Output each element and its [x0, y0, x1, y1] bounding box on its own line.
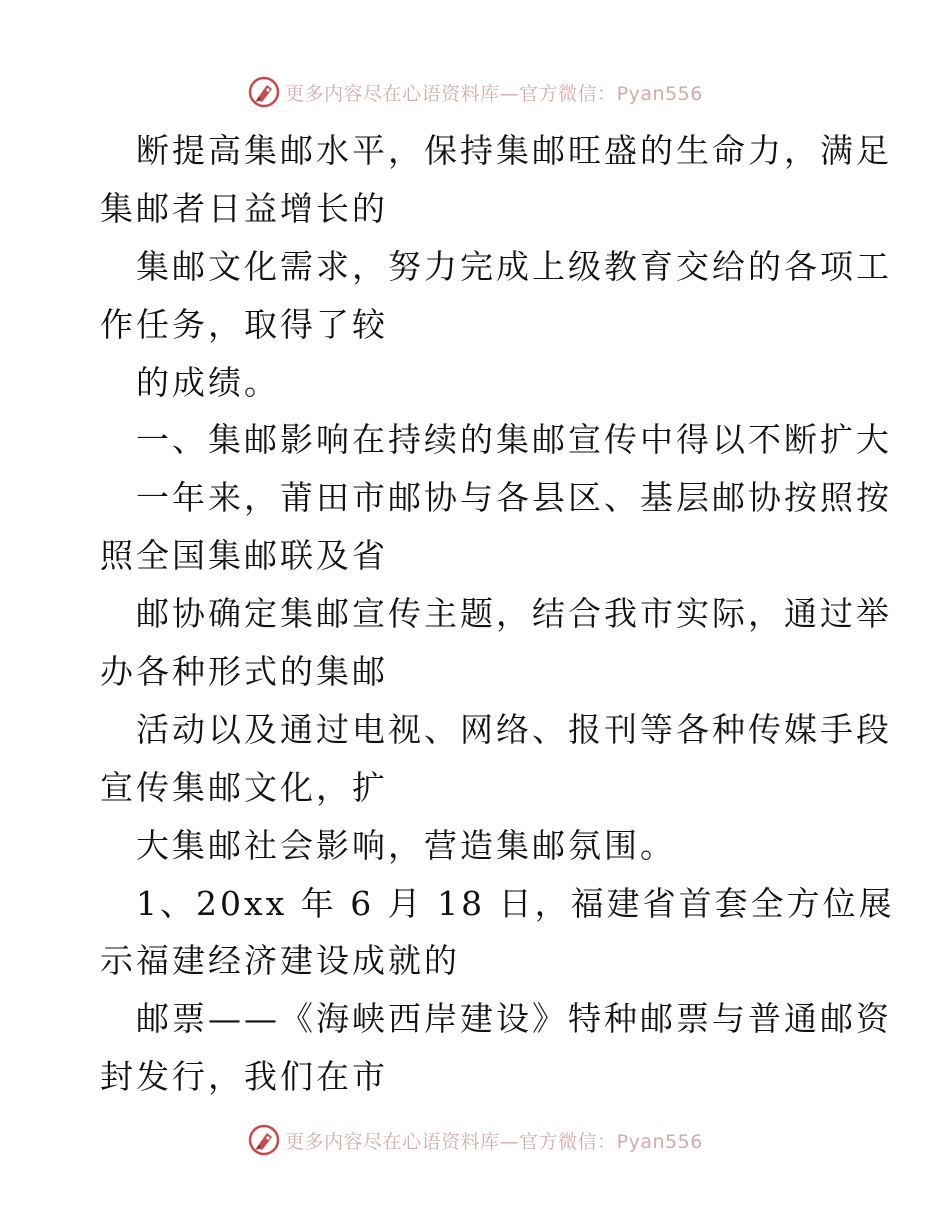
text-line: 封发行，我们在市 — [100, 1057, 388, 1097]
text-line: 照全国集邮联及省 — [100, 536, 388, 576]
text-line: 断提高集邮水平，保持集邮旺盛的生命力，满足 — [136, 131, 892, 170]
document-body — [100, 122, 895, 1106]
text-line: 集邮文化需求，努力完成上级教育交给的各项工 — [136, 246, 892, 286]
header-watermark-text: 更多内容尽在心语资料库—官方微信：Pyan556 — [285, 82, 703, 105]
text-line: 的成绩。 — [136, 362, 280, 402]
text-line: 1、20xx 年 6 月 18 日，福建省首套全方位展 — [136, 883, 895, 923]
text-line: 邮票——《海峡西岸建设》特种邮票与普通邮资 — [136, 999, 892, 1039]
text-line: 作任务，取得了较 — [100, 304, 388, 344]
text-line: 一、集邮影响在持续的集邮宣传中得以不断扩大 — [136, 420, 892, 460]
pen-nib-logo-icon — [247, 1123, 281, 1157]
text-line: 示福建经济建设成就的 — [100, 941, 460, 981]
text-line: 邮协确定集邮宣传主题，结合我市实际，通过举 — [136, 594, 892, 634]
text-line: 宣传集邮文化，扩 — [100, 767, 388, 807]
footer-watermark-text: 更多内容尽在心语资料库—官方微信：Pyan556 — [285, 1130, 703, 1153]
text-line: 活动以及通过电视、网络、报刊等各种传媒手段 — [136, 709, 892, 749]
footer-watermark-banner — [0, 1120, 950, 1160]
text-line: 集邮者日益增长的 — [100, 188, 388, 228]
text-line: 办各种形式的集邮 — [100, 652, 388, 692]
header-watermark-banner — [0, 72, 950, 112]
pen-nib-logo-icon — [247, 75, 281, 109]
text-line: 大集邮社会影响，营造集邮氛围。 — [136, 825, 676, 865]
text-line: 一年来，莆田市邮协与各县区、基层邮协按照按 — [136, 478, 892, 518]
